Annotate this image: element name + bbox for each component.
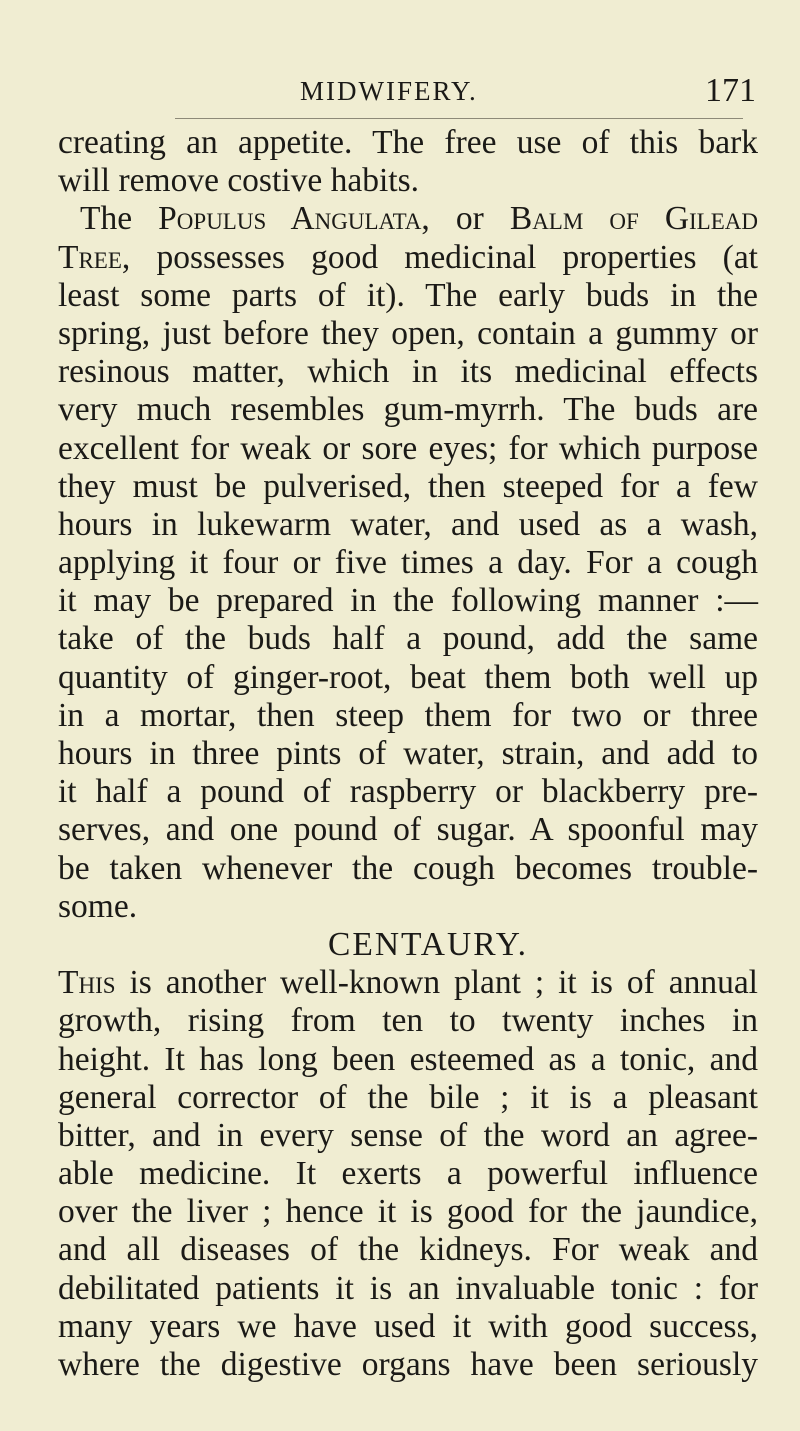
text-line: be taken whenever the cough becomes trouble- xyxy=(58,849,758,887)
text-line: hours in lukewarm water, and used as a wash, xyxy=(58,505,758,543)
text-line: over the liver ; hence it is good for the jaundice, xyxy=(58,1193,758,1231)
text-line: hours in three pints of water, strain, and add to xyxy=(58,735,758,772)
text-line xyxy=(58,964,758,1002)
text-line: spring, just before they open, contain a gummy or xyxy=(58,314,758,352)
text-fragment: is another well-known plant ; it is of annual xyxy=(115,964,758,1002)
text-line: least some parts of it). The early buds in the xyxy=(58,276,758,314)
text-line: applying it four or five times a day. For a cough xyxy=(58,544,758,582)
text-line: some. xyxy=(58,887,138,925)
text-line: debilitated patients it is an invaluable tonic : for xyxy=(58,1269,758,1307)
text-line: many years we have used it with good success, xyxy=(58,1307,758,1345)
text-line: excellent for weak or sore eyes; for which purpose xyxy=(58,429,758,467)
text-line: and all diseases of the kidneys. For weak and xyxy=(58,1231,758,1269)
text-line: resinous matter, which in its medicinal effects xyxy=(58,353,758,391)
text-line: will remove costive habits. xyxy=(58,162,419,200)
text-line: in a mortar, then steep them for two or three xyxy=(58,696,758,734)
text-line xyxy=(58,239,758,277)
header-rule xyxy=(175,118,743,119)
plant-name: Balm of Gilead xyxy=(509,200,758,238)
text-line xyxy=(58,200,758,238)
text-fragment: The xyxy=(80,200,159,238)
text-line: it may be prepared in the following manner :— xyxy=(58,582,758,620)
text-line: quantity of ginger-root, beat them both well up xyxy=(58,658,758,696)
lead-word: This xyxy=(58,964,116,1002)
plant-name: Tree xyxy=(58,238,122,276)
text-line: bitter, and in every sense of the word an agree- xyxy=(58,1116,758,1154)
text-line: general corrector of the bile ; it is a pleasant xyxy=(58,1078,758,1116)
text-fragment: , or xyxy=(421,200,510,238)
running-head: MIDWIFERY. xyxy=(300,76,478,106)
text-line: growth, rising from ten to twenty inches in xyxy=(58,1002,758,1040)
text-line: creating an appetite. The free use of this bark xyxy=(58,124,758,161)
plant-name: Populus Angulata xyxy=(158,200,422,238)
page-number: 171 xyxy=(705,72,756,109)
page-header xyxy=(0,72,800,116)
text-line: able medicine. It exerts a powerful influence xyxy=(58,1155,758,1193)
text-line: where the digestive organs have been seriously xyxy=(58,1346,758,1383)
text-line: it half a pound of raspberry or blackberry pre- xyxy=(58,773,758,811)
text-line: very much resembles gum-myrrh. The buds are xyxy=(58,391,758,429)
body-text xyxy=(58,124,758,1384)
text-fragment: , possesses good medicinal properties (at xyxy=(121,238,758,276)
text-line: height. It has long been esteemed as a tonic, and xyxy=(58,1040,758,1078)
section-heading: CENTAURY. xyxy=(328,925,528,963)
text-line: serves, and one pound of sugar. A spoonful may xyxy=(58,811,758,849)
text-line: take of the buds half a pound, add the same xyxy=(58,620,758,658)
text-line: they must be pulverised, then steeped for a few xyxy=(58,467,758,505)
